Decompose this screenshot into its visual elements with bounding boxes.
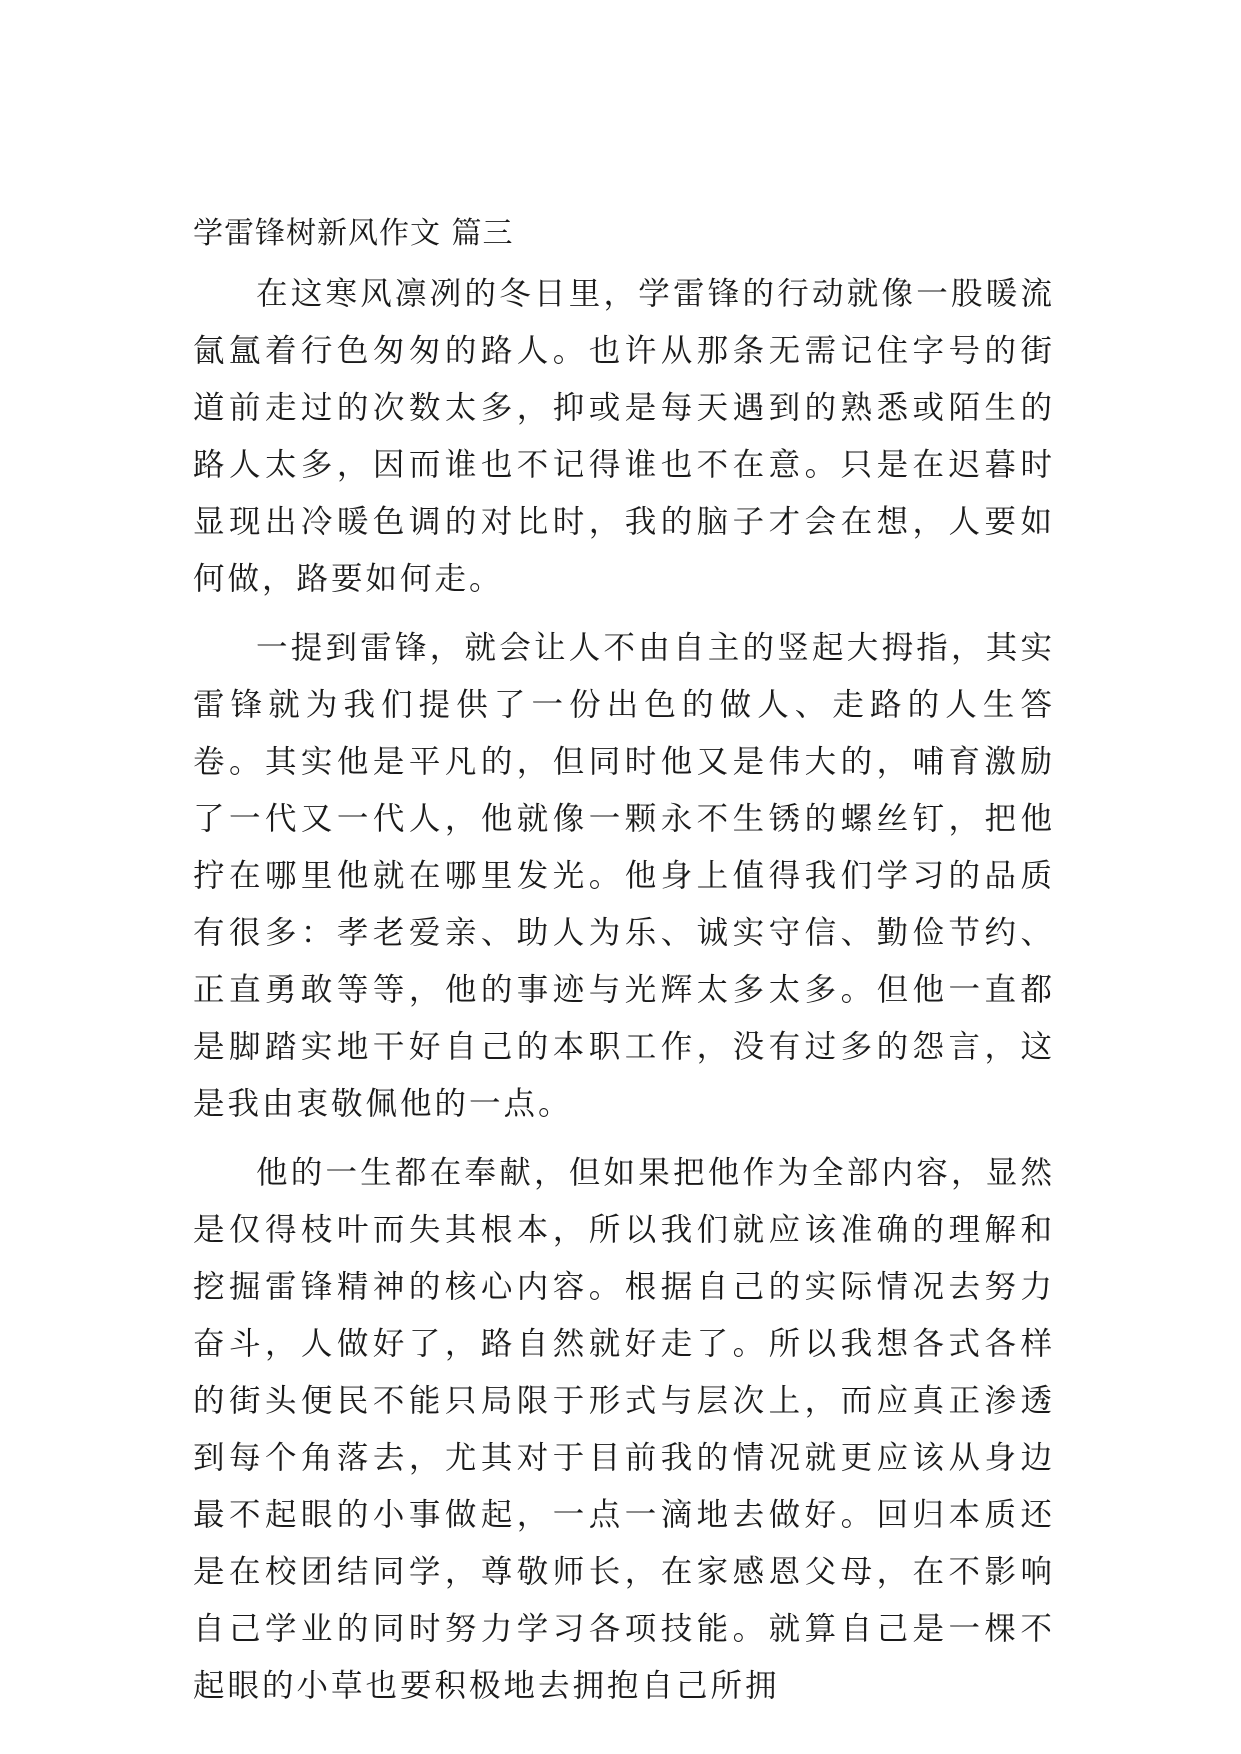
paragraph-1: 在这寒风凛冽的冬日里，学雷锋的行动就像一股暖流氤氲着行色匆匆的路人。也许从那条无需记住字号的街道前走过的次数太多，抑或是每天遇到的熟悉或陌生的路人太多，因而谁也不记得谁也不在意。只是在迟暮时显现出冷暖色调的对比时，我的脑子才会在想，人要如何做，路要如何走。 [193,276,1055,597]
paragraph-3: 他的一生都在奉献，但如果把他作为全部内容，显然是仅得枝叶而失其根本，所以我们就应该准确的理解和挖掘雷锋精神的核心内容。根据自己的实际情况去努力奋斗，人做好了，路自然就好走了。所以我想各式各样的街头便民不能只局限于形式与层次上，而应真正渗透到每个角落去，尤其对于目前我的情况就更应该从身边最不起眼的小事做起，一点一滴地去做好。回归本质还是在校团结同学，尊敬师长，在家感恩父母，在不影响自己学业的同时努力学习各项技能。就算自己是一棵不起眼的小草也要积极地去拥抱自己所拥 [193,1155,1055,1704]
document-title: 学雷锋树新风作文 篇三 [193,216,514,251]
document-body [193,214,1055,1727]
paragraph-2: 一提到雷锋，就会让人不由自主的竖起大拇指，其实雷锋就为我们提供了一份出色的做人、走路的人生答卷。其实他是平凡的，但同时他又是伟大的，哺育激励了一代又一代人，他就像一颗永不生锈的螺丝钉，把他拧在哪里他就在哪里发光。他身上值得我们学习的品质有很多：孝老爱亲、助人为乐、诚实守信、勤俭节约、正直勇敢等等，他的事迹与光辉太多太多。但他一直都是脚踏实地干好自己的本职工作，没有过多的怨言，这是我由衷敬佩他的一点。 [193,630,1055,1122]
